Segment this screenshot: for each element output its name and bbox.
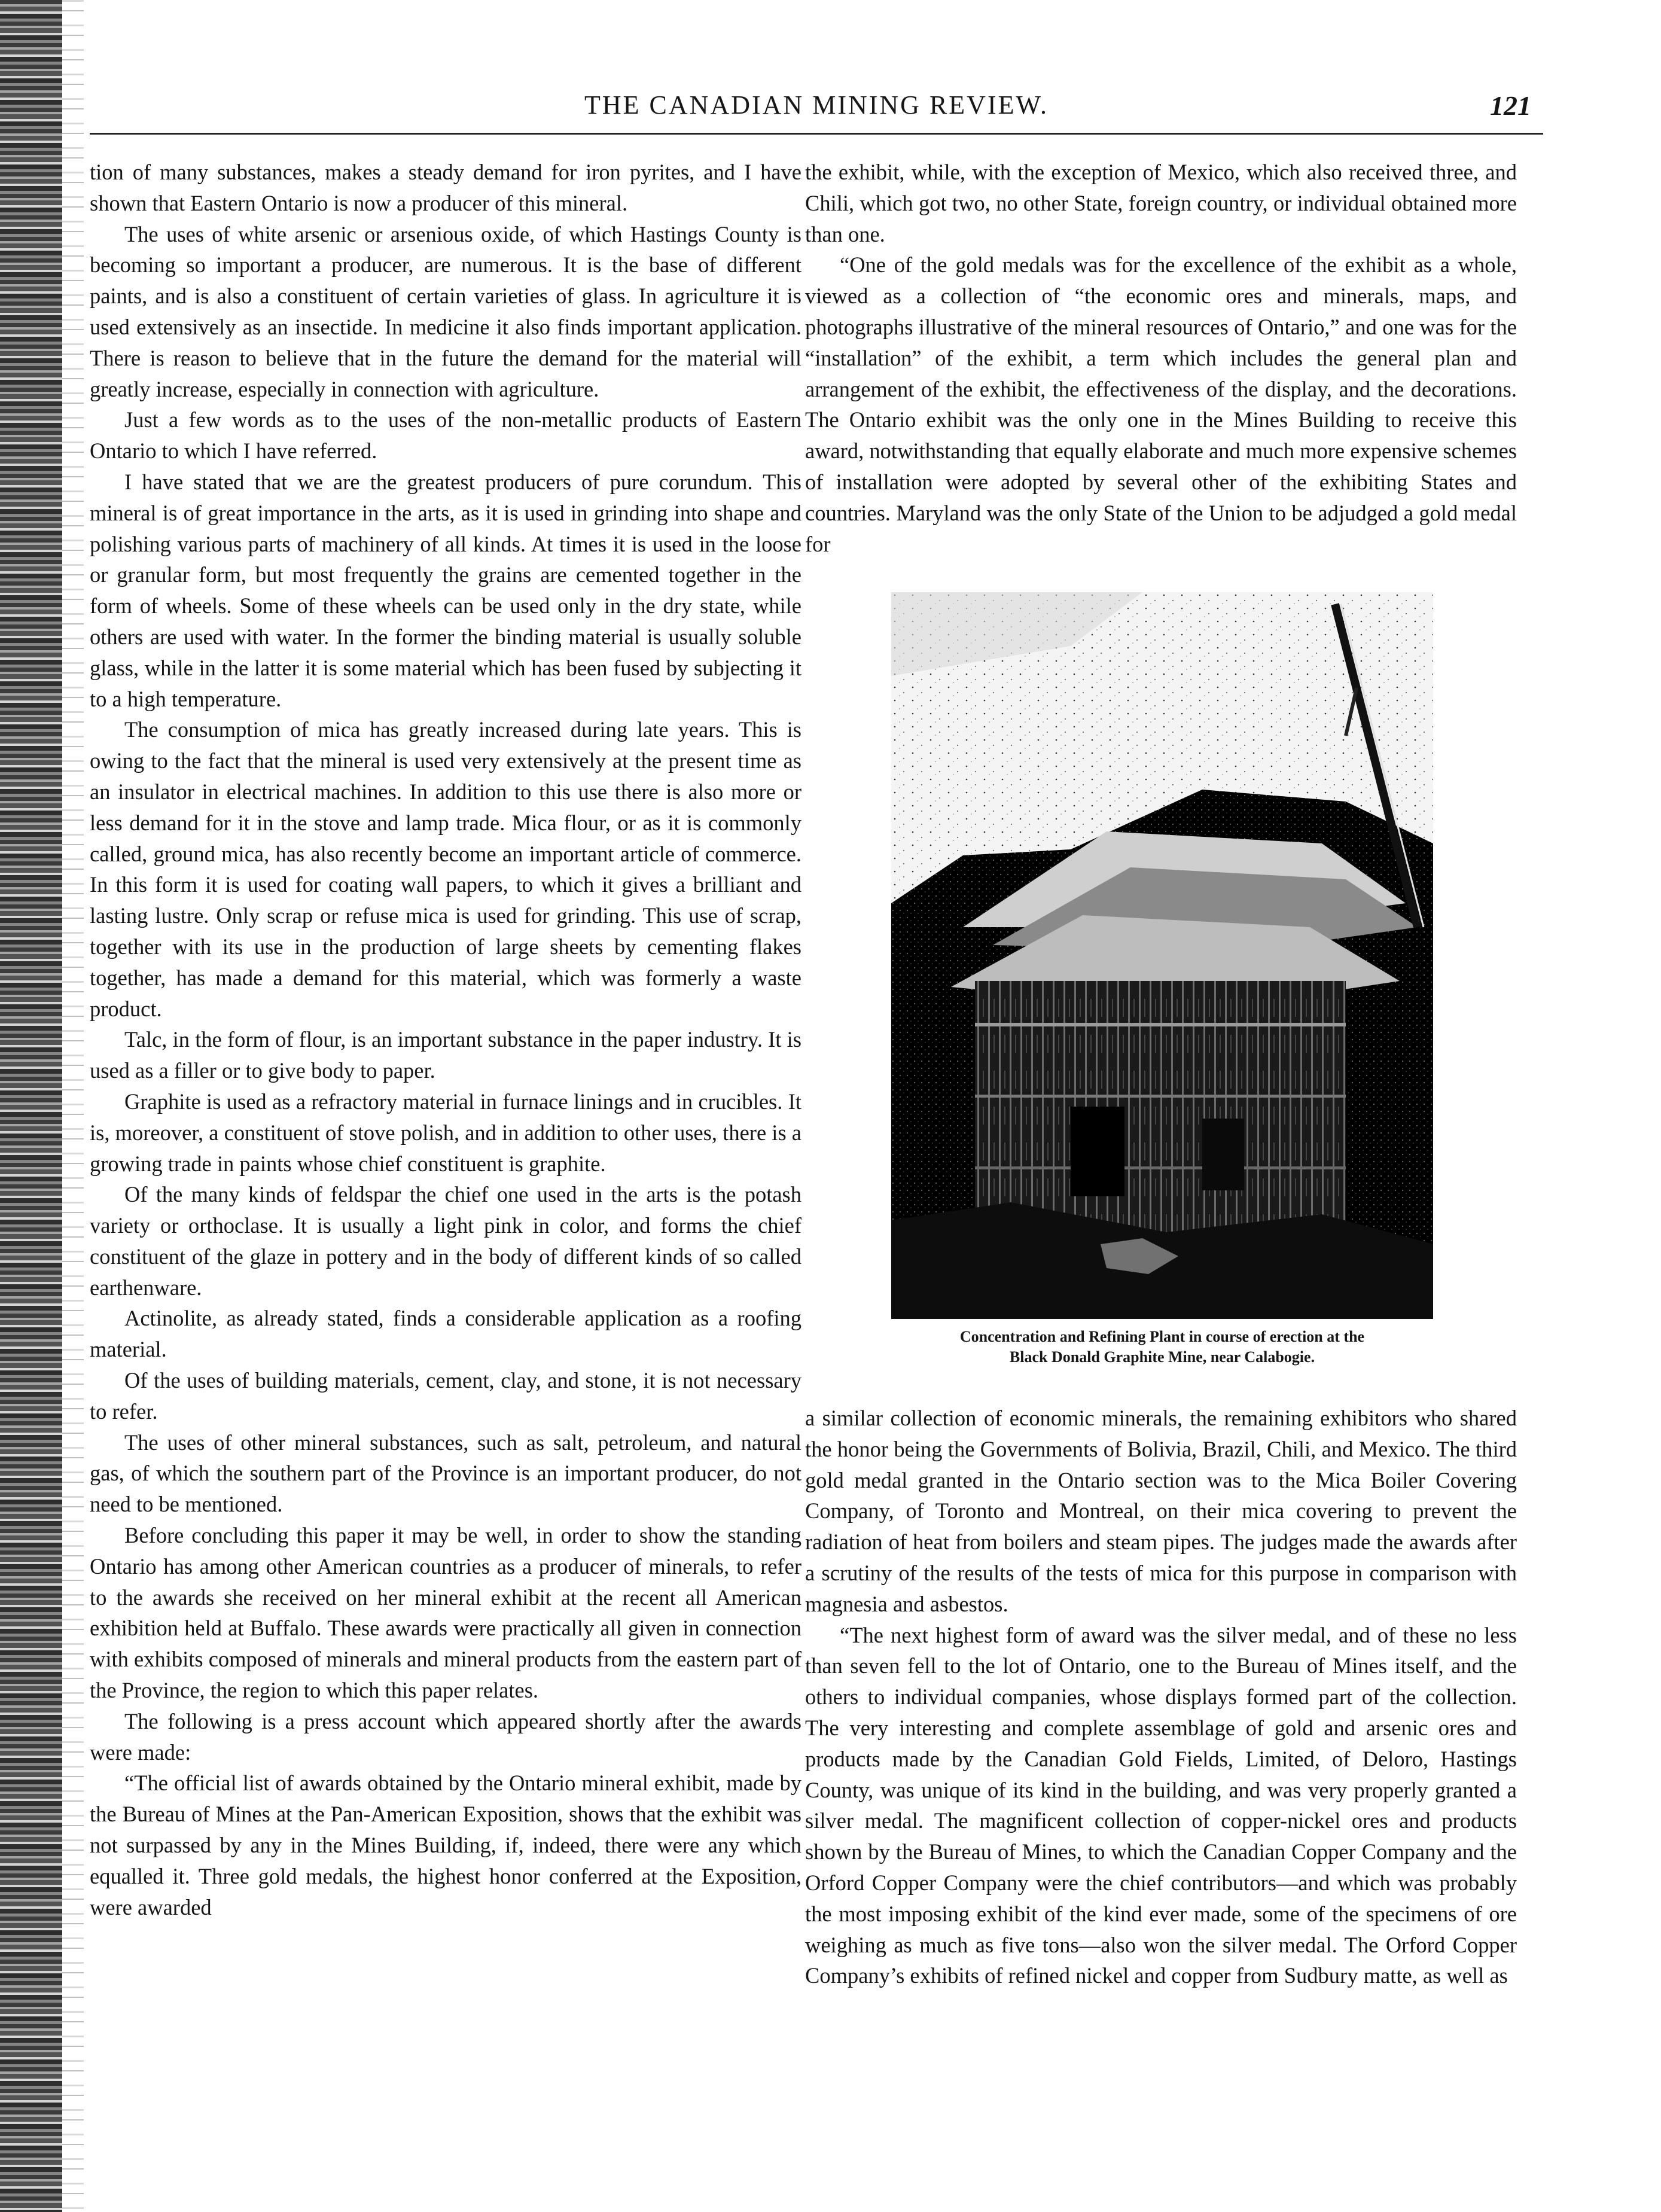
paragraph: The following is a press account which appeared shortly after the awards were made:: [90, 1708, 801, 1765]
paragraph: “The next highest form of award was the silver medal, and of these no less than seven fell to the lot of Ontario, one to the Bureau of Mines itself, and the others to individual companies, whose displays formed part of the collection. The very interesting and complete assemblage of gold and arsenic ores and products made by the Canadian Gold Fields, Limited, of Deloro, Hastings County, was unique of its kind in the building, and was very properly granted a silver medal. The magnificent collection of copper-nickel ores and products shown by the Bureau of Mines, to which the Canadian Copper Company and the Orford Copper Company were the chief contributors—and which was probably the most imposing exhibit of the kind ever made, some of the specimens of ore weighing as much as five tons—also won the silver medal. The Orford Copper Company’s exhibits of refined nickel and copper from Sudbury matte, as well as: [805, 1622, 1517, 1988]
right-column-lower: [805, 1403, 1517, 1991]
paragraph: I have stated that we are the greatest producers of pure corundum. This mineral is of great importance in the arts, as it is used in grinding into shape and polishing various parts of machinery of all kinds. At times it is used in the loose or granular form, but most frequently the grains are cemented together in the form of wheels. Some of these wheels can be used only in the dry state, while others are used with water. In the former the binding material is usually soluble glass, while in the latter it is some material which has been fused by subjecting it to a high temperature.: [90, 469, 801, 711]
graphite-plant-photo: [891, 592, 1433, 1319]
paragraph: “The official list of awards obtained by the Ontario mineral exhibit, made by the Bureau of Mines at the Pan-American Exposition, shows that the exhibit was not surpassed by any in the Mines Building, if, indeed, there were any which equalled it. Three gold medals, the highest honor conferred at the Exposition, were awarded: [90, 1771, 801, 1919]
caption-line: Black Donald Graphite Mine, near Calabogie.: [1009, 1348, 1315, 1366]
running-head: THE CANADIAN MINING REVIEW.: [584, 90, 1049, 120]
paragraph: The consumption of mica has greatly increased during late years. This is owing to the fact that the mineral is used very extensively at the present time as an insulator in electrical machines. In addition to this use there is also more or less demand for it in the stove and lamp trade. Mica flour, or as it is commonly called, ground mica, has also recently become an important article of commerce. In this form it is used for coating wall papers, to which it gives a brilliant and lasting lustre. Only scrap or refuse mica is used for grinding. This use of scrap, together with its use in the production of large sheets by cementing flakes together, has made a demand for this material, which was formerly a waste product.: [90, 717, 801, 1021]
binding-speckle: [62, 0, 84, 2212]
caption-line: Concentration and Refining Plant in course of erection at the: [959, 1328, 1365, 1345]
left-column: [90, 157, 801, 1922]
paragraph: a similar collection of economic minerals, the remaining exhibitors who shared the honor being the Governments of Bolivia, Brazil, Chili, and Mexico. The third gold medal granted in the Ontario section was to the Mica Boiler Covering Company, of Toronto and Montreal, on their mica covering to prevent the radiation of heat from boilers and steam pipes. The judges made the awards after a scrutiny of the results of the tests of mica for this purpose in comparison with magnesia and asbestos.: [805, 1406, 1517, 1616]
paragraph: Of the many kinds of feldspar the chief one used in the arts is the potash variety or orthoclase. It is usually a light pink in color, and forms the chief constituent of the glaze in pottery and in the body of different kinds of so called earthenware.: [90, 1182, 801, 1300]
page-header: [90, 90, 1543, 126]
paragraph: “One of the gold medals was for the excellence of the exhibit as a whole, viewed as a collection of “the economic ores and minerals, maps, and photographs illustrative of the mineral resources of Ontario,” and one was for the “installation” of the exhibit, a term which includes the general plan and arrangement of the exhibit, the effectiveness of the display, and the decorations. The Ontario exhibit was the only one in the Mines Building to receive this award, notwithstanding that equally elaborate and much more expensive schemes of installation were adopted by several other of the exhibiting States and countries. Maryland was the only State of the Union to be adjudged a gold medal for: [805, 252, 1517, 556]
paragraph: Just a few words as to the uses of the non-metallic products of Eastern Ontario to which I have referred.: [90, 407, 801, 464]
header-rule: [90, 133, 1543, 135]
scanned-binding-edge: [0, 0, 62, 2212]
paragraph: the exhibit, while, with the exception of Mexico, which also received three, and Chili, which got two, no other State, foreign country, or individual obtained more than one.: [805, 160, 1517, 246]
paragraph: The uses of other mineral substances, such as salt, petroleum, and natural gas, of which the southern part of the Province is an important producer, do not need to be mentioned.: [90, 1430, 801, 1517]
paragraph: Actinolite, as already stated, finds a considerable application as a roofing material.: [90, 1306, 801, 1362]
right-column-upper: [805, 157, 1517, 559]
paragraph: Of the uses of building materials, cement, clay, and stone, it is not necessary to refer.: [90, 1368, 801, 1424]
photo-caption: [847, 1327, 1477, 1367]
paragraph: Talc, in the form of flour, is an important substance in the paper industry. It is used as a filler or to give body to paper.: [90, 1027, 801, 1083]
paragraph: Graphite is used as a refractory material in furnace linings and in crucibles. It is, moreover, a constituent of stove polish, and in addition to other uses, there is a growing trade in paints whose chief constituent is graphite.: [90, 1089, 801, 1176]
page-number: 121: [1490, 90, 1531, 121]
paragraph: Before concluding this paper it may be well, in order to show the standing Ontario has among other American countries as a producer of minerals, to refer to the awards she received on her mineral exhibit at the recent all American exhibition held at Buffalo. These awards were practically all given in connection with exhibits composed of minerals and mineral products from the eastern part of the Province, the region to which this paper relates.: [90, 1523, 801, 1703]
paragraph: The uses of white arsenic or arsenious oxide, of which Hastings County is becoming so important a producer, are numerous. It is the base of different paints, and is also a constituent of certain varieties of glass. In agriculture it is used extensively as an insectide. In medicine it also finds important application. There is reason to believe that in the future the demand for the material will greatly increase, especially in connection with agriculture.: [90, 221, 801, 401]
paragraph: tion of many substances, makes a steady demand for iron pyrites, and I have shown that Eastern Ontario is now a producer of this mineral.: [90, 160, 801, 215]
